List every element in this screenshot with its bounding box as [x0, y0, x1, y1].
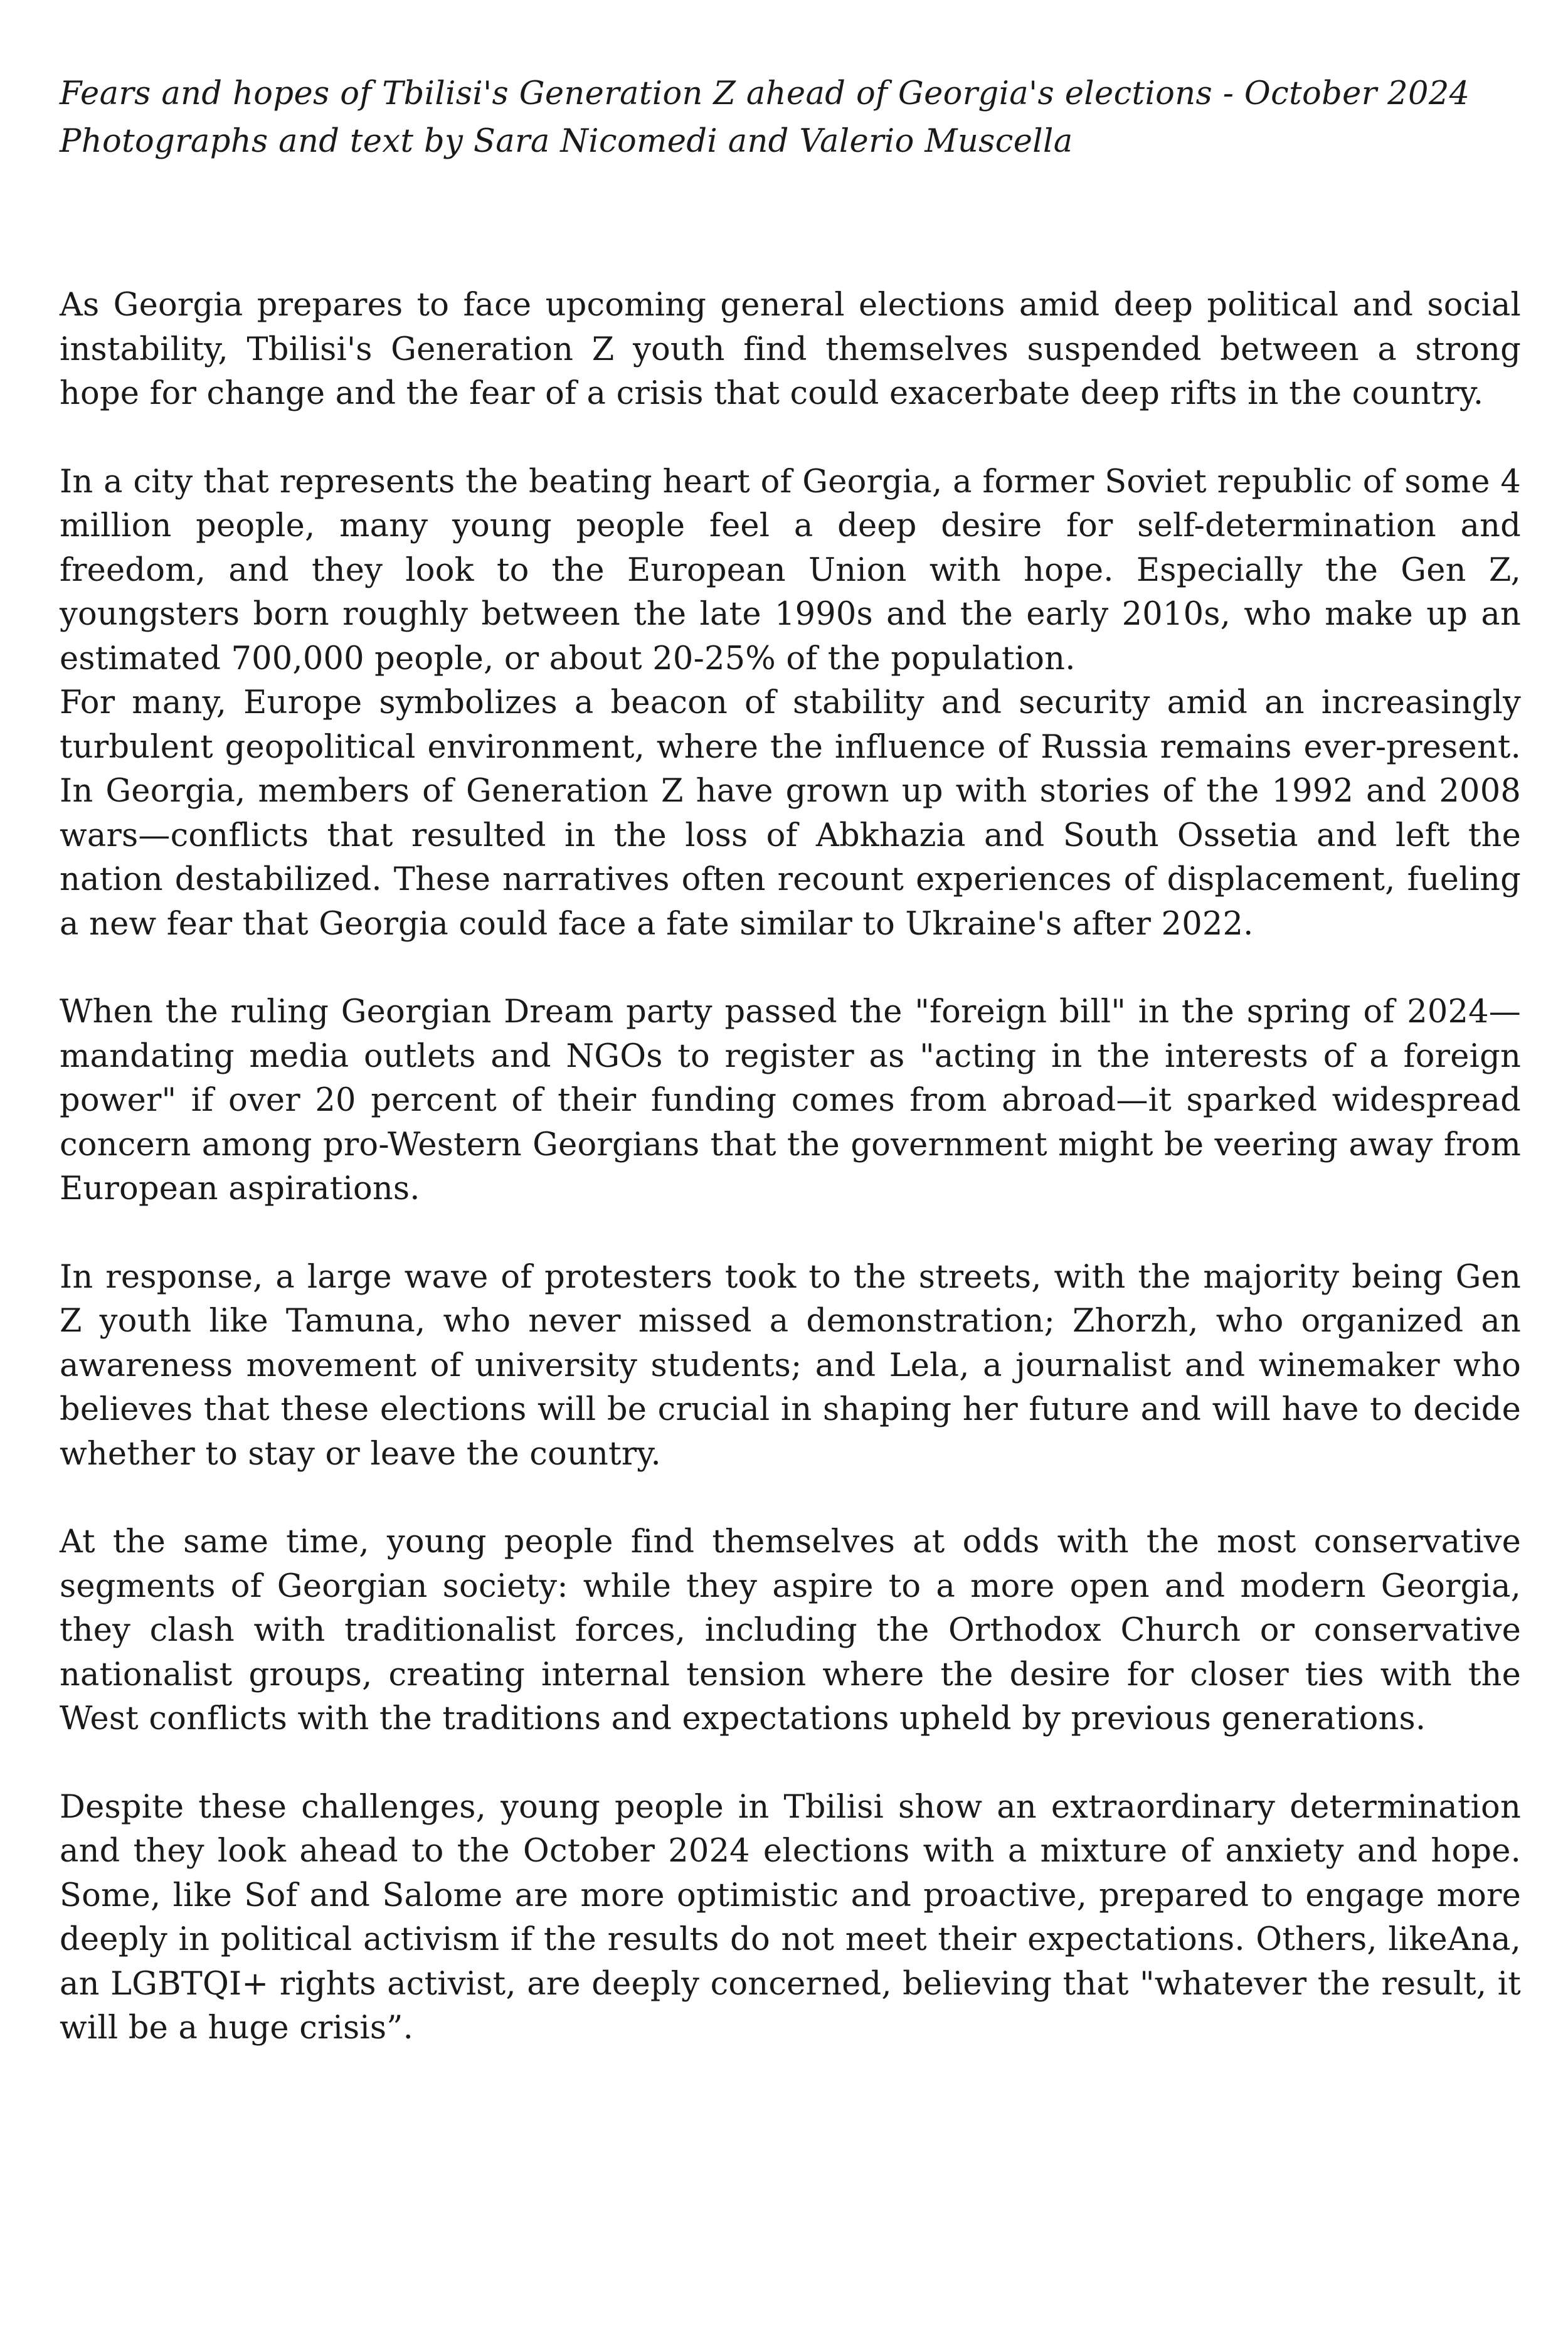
paragraph: As Georgia prepares to face upcoming general elections amid deep political and social instability, Tbilisi's Generation Z youth find themselves suspended between a strong hope for change and the fear of a crisis that could exacerbate deep rifts in the country.: [60, 287, 1521, 412]
paragraph: Despite these challenges, young people in Tbilisi show an extraordinary determination and they look ahead to the October 2024 elections with a mixture of anxiety and hope. Some, like Sof and Salome are more optimistic and proactive, prepared to engage more deeply in political activism if the results do not meet their expectations. Others, likeAna, an LGBTQI+ rights activist, are deeply concerned, believing that "whatever the result, it will be a huge crisis”.: [60, 1788, 1521, 2047]
article-header: [60, 70, 1521, 166]
paragraph: When the ruling Georgian Dream party passed the "foreign bill" in the spring of 2024—mandating media outlets and NGOs to register as "acting in the interests of a foreign power" if over 20 percent of their funding comes from abroad—it sparked widespread concern among pro-Western Georgians that the government might be veering away from European aspirations.: [60, 993, 1521, 1207]
paragraph: At the same time, young people find themselves at odds with the most conservative segments of Georgian society: while they aspire to a more open and modern Georgia, they clash with traditionalist forces, including the Orthodox Church or conservative nationalist groups, creating internal tension where the desire for closer ties with the West conflicts with the traditions and expectations upheld by previous generations.: [60, 1523, 1521, 1737]
document-page: [60, 70, 1521, 2051]
paragraph: In response, a large wave of protesters took to the streets, with the majority being Gen Z youth like Tamuna, who never missed a demonstration; Zhorzh, who organized an awareness movement of university students; and Lela, a journalist and winemaker who believes that these elections will be crucial in shaping her future and will have to decide whether to stay or leave the country.: [60, 1258, 1521, 1473]
article-body: [60, 283, 1521, 2051]
paragraph: For many, Europe symbolizes a beacon of stability and security amid an increasingly turbulent geopolitical environment, where the influence of Russia remains ever-present. In Georgia, members of Generation Z have grown up with stories of the 1992 and 2008 wars—conflicts that resulted in the loss of Abkhazia and South Ossetia and left the nation destabilized. These narratives often recount experiences of displacement, fueling a new fear that Georgia could face a fate similar to Ukraine's after 2022.: [60, 684, 1521, 943]
article-title: Fears and hopes of Tbilisi's Generation Z ahead of Georgia's elections - October 2024: [60, 75, 1470, 112]
paragraph: In a city that represents the beating heart of Georgia, a former Soviet republic of some 4 million people, many young people feel a deep desire for self-determination and freedom, and they look to the European Union with hope. Especially the Gen Z, youngsters born roughly between the late 1990s and the early 2010s, who make up an estimated 700,000 people, or about 20-25% of the population.: [60, 463, 1521, 677]
article-credit: Photographs and text by Sara Nicomedi and Valerio Muscella: [60, 123, 1073, 160]
